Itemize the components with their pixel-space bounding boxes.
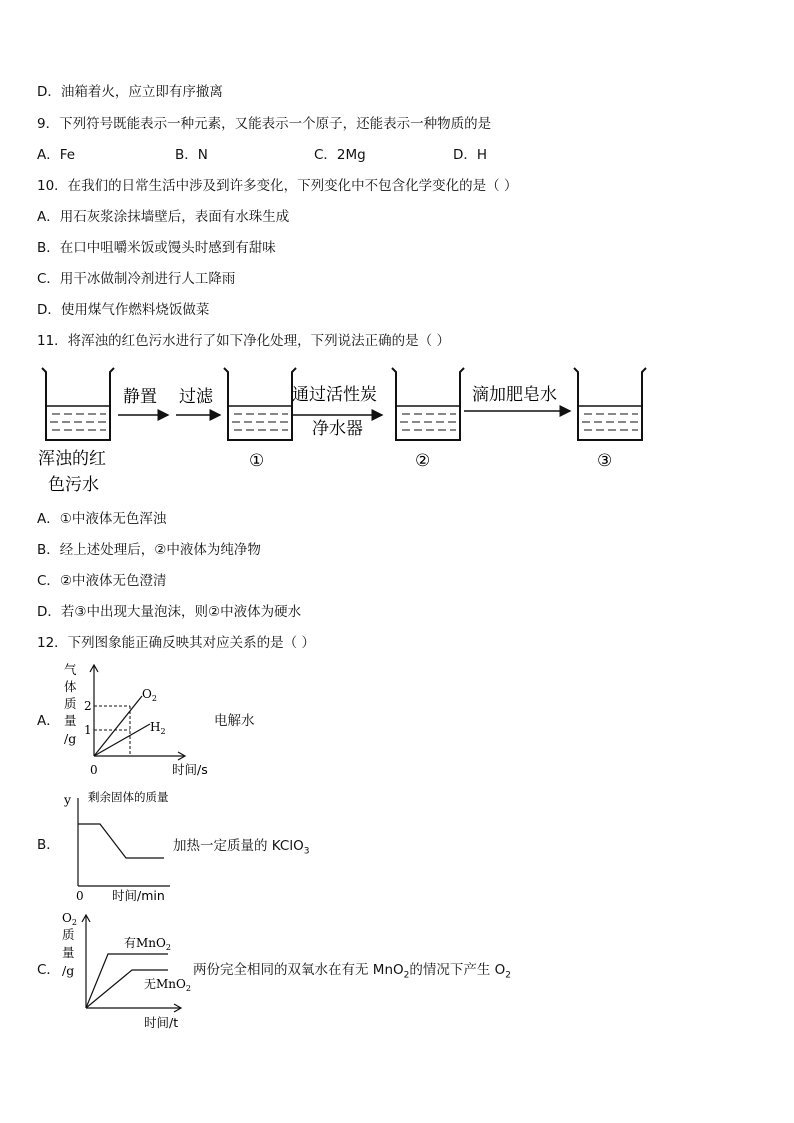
graph-c-ylabel-char: 量 bbox=[62, 945, 75, 960]
graph-b-ytitle: 剩余固体的质量 bbox=[88, 790, 169, 804]
beaker-icon bbox=[574, 368, 646, 440]
graph-c-ylabel-char: 质 bbox=[62, 927, 75, 942]
q12-graph-b bbox=[58, 786, 188, 906]
q12-option-b-letter: B． bbox=[37, 837, 60, 853]
graph-c-with-mno2: 有MnO$_2$ bbox=[124, 936, 171, 952]
q9-option-c: C．2Mg bbox=[314, 147, 366, 163]
graph-a-ylabel-char: 气 bbox=[64, 662, 77, 677]
graph-a-ytick: 1 bbox=[84, 723, 92, 737]
graph-a-origin: 0 bbox=[90, 763, 98, 777]
q11-option-c: C．②中液体无色澄清 bbox=[37, 573, 167, 589]
q11-start-label-1: 浑浊的红 bbox=[38, 449, 106, 469]
graph-b-origin: 0 bbox=[76, 889, 84, 903]
q11-option-a: A．①中液体无色浑浊 bbox=[37, 511, 167, 527]
q11-stem: 11．将浑浊的红色污水进行了如下净化处理，下列说法正确的是（ ） bbox=[37, 333, 450, 349]
graph-a-o2-label: $O_2$ bbox=[142, 687, 157, 703]
graph-a-ytick: 2 bbox=[84, 699, 92, 713]
graph-a-ylabel-char: 质 bbox=[64, 696, 77, 711]
q10-stem: 10．在我们的日常生活中涉及到许多变化，下列变化中不包含化学变化的是（ ） bbox=[37, 178, 518, 194]
q11-option-d: D．若③中出现大量泡沫，则②中液体为硬水 bbox=[37, 604, 302, 620]
q10-option-b: B．在口中咀嚼米饭或馒头时感到有甜味 bbox=[37, 240, 276, 256]
q12-option-c-letter: C． bbox=[37, 962, 60, 978]
q11-mark-3: ③ bbox=[597, 451, 613, 471]
graph-c-xlabel: 时间/t bbox=[144, 1015, 179, 1030]
q11-step-1: 静置 bbox=[123, 387, 157, 407]
q11-step-2: 过滤 bbox=[179, 387, 213, 407]
q11-step-4: 滴加肥皂水 bbox=[472, 385, 557, 405]
q10-option-a: A．用石灰浆涂抹墙壁后，表面有水珠生成 bbox=[37, 209, 290, 225]
q11-mark-1: ① bbox=[249, 451, 265, 471]
q8-option-d: D．油箱着火，应立即有序撤离 bbox=[37, 84, 223, 100]
graph-c-ylabel-top: $O_2$ bbox=[62, 911, 77, 927]
beaker-icon bbox=[42, 368, 114, 440]
graph-a-ylabel-char: 体 bbox=[64, 679, 77, 694]
q11-start-label-2: 色污水 bbox=[48, 475, 99, 495]
graph-a-h2-label: $H_2$ bbox=[150, 720, 166, 736]
q10-option-d: D．使用煤气作燃料烧饭做菜 bbox=[37, 302, 210, 318]
graph-a-ylabel-char: /g bbox=[64, 731, 77, 746]
graph-a-ylabel-char: 量 bbox=[64, 713, 77, 728]
q12-option-b-caption: 加热一定质量的 KClO$_3$ bbox=[173, 838, 310, 857]
q9-option-b: B．N bbox=[175, 147, 208, 163]
q12-graph-a bbox=[58, 660, 228, 780]
q11-mark-2: ② bbox=[415, 451, 431, 471]
q11-purification-figure bbox=[30, 362, 650, 502]
q11-option-b: B．经上述处理后，②中液体为纯净物 bbox=[37, 542, 261, 558]
q9-stem: 9．下列符号既能表示一种元素，又能表示一个原子，还能表示一种物质的是 bbox=[37, 116, 492, 132]
graph-a-xlabel: 时间/s bbox=[172, 762, 208, 777]
graph-c-ylabel-char: /g bbox=[62, 963, 75, 978]
graph-b-ylabel: y bbox=[64, 792, 72, 807]
q12-graph-c bbox=[58, 906, 198, 1034]
q9-option-d: D．H bbox=[453, 147, 488, 163]
q12-option-a-caption: 电解水 bbox=[214, 713, 255, 729]
q11-step-3-line1: 通过活性炭 bbox=[292, 385, 377, 405]
graph-c-without-mno2: 无MnO$_2$ bbox=[144, 977, 191, 993]
q12-stem: 12．下列图象能正确反映其对应关系的是（ ） bbox=[37, 635, 315, 651]
q12-option-c-caption: 两份完全相同的双氧水在有无 MnO$_2$的情况下产生 $O_2$ bbox=[193, 962, 512, 981]
graph-b-xlabel: 时间/min bbox=[112, 888, 165, 903]
q9-option-a: A．Fe bbox=[37, 147, 76, 163]
beaker-icon bbox=[392, 368, 464, 440]
beaker-icon bbox=[224, 368, 296, 440]
q11-step-3-line2: 净水器 bbox=[312, 419, 363, 439]
q10-option-c: C．用干冰做制冷剂进行人工降雨 bbox=[37, 271, 236, 287]
q12-option-a-letter: A． bbox=[37, 713, 60, 729]
